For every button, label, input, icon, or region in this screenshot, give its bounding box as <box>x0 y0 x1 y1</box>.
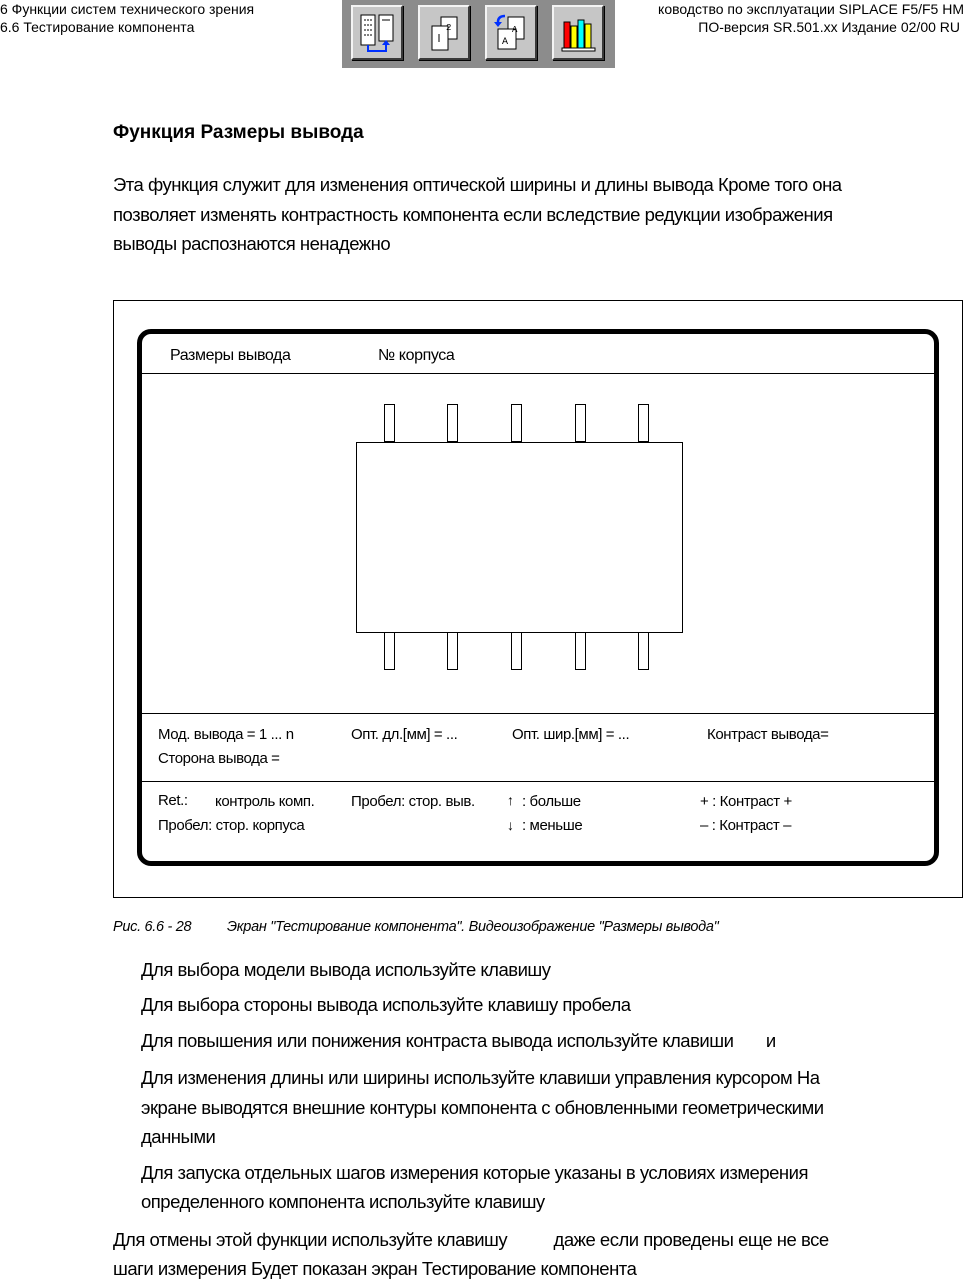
lead-top <box>511 404 522 442</box>
instruction-line: экране выводятся внешние контуры компонента с обновленными геометрическими <box>141 1097 824 1118</box>
closing-line: Для отмены этой функции используйте клавишу даже если проведены еще не все <box>113 1229 829 1250</box>
opt-width-param: Опт. шир.[мм] = ... <box>512 726 630 743</box>
section-title: Функция Размеры вывода <box>113 122 364 143</box>
svg-text:A: A <box>512 25 518 35</box>
lead-side-param: Сторона вывода = <box>158 750 280 767</box>
up-key-action: : больше <box>522 793 581 810</box>
lead-bottom <box>384 632 395 670</box>
figure-number: Рис. 6.6 - 28 <box>113 919 192 935</box>
space-lead-side-key: Пробел: стор. выв. <box>351 793 475 810</box>
lead-bottom <box>638 632 649 670</box>
lead-top <box>447 404 458 442</box>
next-page-button[interactable] <box>418 5 470 60</box>
instruction-line: Для повышения или понижения контраста вывода используйте клавиши и <box>141 1030 776 1051</box>
instruction-line: Для выбора модели вывода используйте клавишу <box>141 959 551 980</box>
lead-bottom <box>447 632 458 670</box>
instruction-line: Для изменения длины или ширины используйте клавиши управления курсором На <box>141 1067 820 1088</box>
keys-divider <box>142 781 934 782</box>
next-page-icon <box>425 12 465 56</box>
intro-line-1: Эта функция служит для изменения оптической ширины и длины вывода Кроме того она <box>113 174 842 195</box>
down-key-action: : меньше <box>522 817 583 834</box>
params-divider <box>142 713 934 714</box>
instruction-line: Для выбора стороны вывода используйте клавишу пробела <box>141 994 631 1015</box>
library-button[interactable] <box>552 5 604 60</box>
lead-bottom <box>575 632 586 670</box>
space-housing-side-key: Пробел: стор. корпуса <box>158 817 305 834</box>
screen-title: Размеры вывода <box>170 347 291 364</box>
svg-text:2: 2 <box>446 23 452 33</box>
lead-contrast-param: Контраст вывода= <box>707 726 829 743</box>
lead-top <box>384 404 395 442</box>
plus-key-action: + : Контраст + <box>700 793 792 810</box>
component-body <box>356 442 683 633</box>
arrow-up-icon: ↑ <box>507 792 514 808</box>
instruction-line: определенного компонента используйте клавишу <box>141 1191 545 1212</box>
section-header: 6.6 Тестирование компонента <box>0 19 195 35</box>
intro-line-2: позволяет изменять контрастность компонента если вследствие редукции изображения <box>113 204 833 225</box>
svg-text:A: A <box>502 37 509 48</box>
arrow-down-icon: ↓ <box>507 817 514 833</box>
intro-line-3: выводы распознаются ненадежно <box>113 233 391 254</box>
version-info: ПО-версия SR.501.xx Издание 02/00 RU <box>698 19 960 35</box>
lead-top <box>575 404 586 442</box>
page-navigation-button[interactable] <box>351 5 403 60</box>
opt-length-param: Опт. дл.[мм] = ... <box>351 726 458 743</box>
closing-line: шаги измерения Будет показан экран Тестирование компонента <box>113 1258 637 1279</box>
header-divider <box>142 373 934 374</box>
instruction-line: данными <box>141 1126 216 1147</box>
lead-bottom <box>511 632 522 670</box>
lead-model-param: Мод. вывода = 1 ... n <box>158 726 294 743</box>
back-return-button[interactable] <box>485 5 537 60</box>
back-return-icon <box>492 12 532 56</box>
instruction-line: Для запуска отдельных шагов измерения которые указаны в условиях измерения <box>141 1162 808 1183</box>
figure-caption: Экран "Тестирование компонента". Видеоизображение "Размеры вывода" <box>227 919 719 935</box>
chapter-header: 6 Функции систем технического зрения <box>0 1 255 17</box>
navigation-toolbar <box>342 0 615 68</box>
lead-top <box>638 404 649 442</box>
housing-number-label: № корпуса <box>378 347 455 364</box>
library-books-icon <box>559 12 599 56</box>
manual-title: ководство по эксплуатации SIPLACE F5/F5 HM <box>658 1 964 17</box>
ret-key-label: Ret.: <box>158 792 188 809</box>
ret-key-action: контроль комп. <box>215 793 315 810</box>
page-navigation-icon <box>358 12 398 56</box>
minus-key-action: – : Контраст – <box>700 817 792 834</box>
